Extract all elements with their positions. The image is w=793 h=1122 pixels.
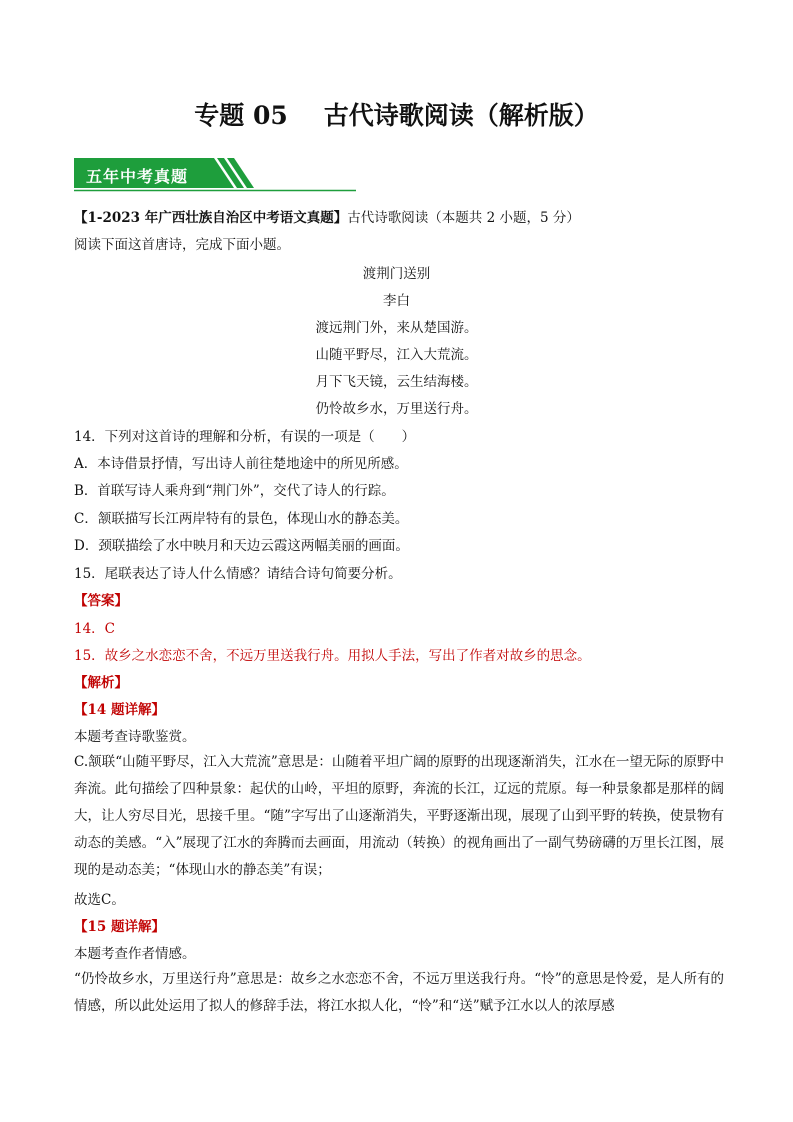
question-15: 15．尾联表达了诗人什么情感？请结合诗句简要分析。 <box>74 566 402 582</box>
detail-15-body: “仍怜故乡水，万里送行舟”意思是：故乡之水恋恋不舍，不远万里送我行舟。“怜”的意思是怜爱，是人所有的情感，所以此处运用了拟人的修辞手法，将江水拟人化，“怜”和“送”赋予江水以人的浓厚感 <box>74 971 724 1014</box>
detail-14-intro: 本题考查诗歌鉴赏。 <box>74 729 196 745</box>
option-d: D．颈联描绘了水中映月和天边云霞这两幅美丽的画面。 <box>74 538 409 554</box>
detail-14-header: 【14 题详解】 <box>74 702 165 718</box>
detail-15-header: 【15 题详解】 <box>74 919 165 935</box>
poem-title: 渡荆门送别 <box>362 266 431 282</box>
section-banner <box>74 158 356 192</box>
option-a: A．本诗借景抒情，写出诗人前往楚地途中的所见所感。 <box>74 456 408 472</box>
poem-line: 山随平野尽，江入大荒流。 <box>315 347 478 363</box>
option-b: B．首联写诗人乘舟到“荆门外”，交代了诗人的行踪。 <box>74 483 395 499</box>
page-title <box>0 96 793 132</box>
poem-line: 仍怜故乡水，万里送行舟。 <box>315 401 478 417</box>
answer-header: 【答案】 <box>74 593 128 609</box>
title-topic-name: 古代诗歌阅读（解析版） <box>323 101 599 130</box>
title-topic-number: 专题 05 <box>194 101 288 130</box>
detail-15-intro: 本题考查作者情感。 <box>74 946 196 962</box>
option-c: C．颔联描写长江两岸特有的景色，体现山水的静态美。 <box>74 511 409 527</box>
analysis-header: 【解析】 <box>74 675 128 691</box>
source-title: 【1-2023 年广西壮族自治区中考语文真题】 <box>74 210 348 226</box>
instruction-text: 阅读下面这首唐诗，完成下面小题。 <box>74 237 290 253</box>
poem-line: 月下飞天镜，云生结海楼。 <box>315 374 478 390</box>
banner-label: 五年中考真题 <box>86 167 189 186</box>
source-detail: 古代诗歌阅读（本题共 2 小题，5 分） <box>347 210 580 226</box>
question-14: 14．下列对这首诗的理解和分析，有误的一项是（ ） <box>74 429 416 445</box>
detail-14-conclusion: 故选C。 <box>74 892 125 908</box>
answer-15: 15．故乡之水恋恋不舍，不远万里送我行舟。用拟人手法，写出了作者对故乡的思念。 <box>74 648 591 664</box>
poem-author: 李白 <box>383 293 410 309</box>
poem-line: 渡远荆门外，来从楚国游。 <box>315 320 478 336</box>
answer-14: 14．C <box>74 621 116 637</box>
question-source <box>74 208 734 228</box>
detail-14-body: C.颔联“山随平野尽，江入大荒流”意思是：山随着平坦广阔的原野的出现逐渐消失，江水在一望无际的原野中奔流。此句描绘了四种景象：起伏的山岭，平坦的原野，奔流的长江，辽远的荒原。每一种景象都是那样的阔大，让人穷尽目光，思接千里。“随”字写出了山逐渐消失，平野逐渐出现，展现了山到平野的转换，使景物有动态的美感。“入”展现了江水的奔腾而去画面，用流动（转换）的视角画出了一副气势磅礴的万里长江图，展现的是动态美；“体现山水的静态美”有误； <box>74 754 724 878</box>
